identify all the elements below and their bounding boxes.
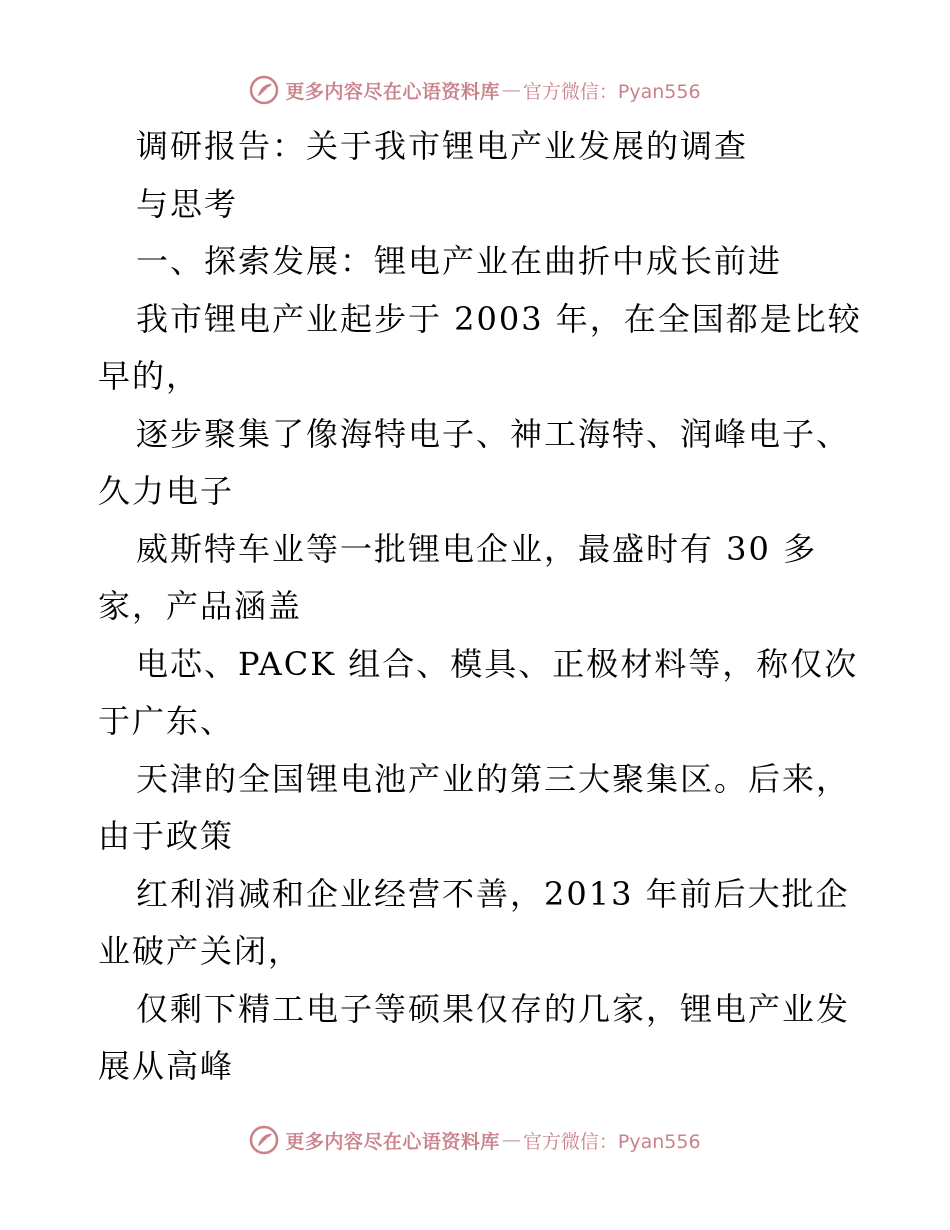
watermark-header <box>0 70 950 110</box>
watermark-text: 更多内容尽在心语资料库 <box>285 1130 500 1153</box>
watermark-text: 更多内容尽在心语资料库 <box>285 80 500 103</box>
paragraph-line: 由于政策 <box>98 817 235 855</box>
paragraph-line: 威斯特车业等一批锂电企业，最盛时有 30 多 <box>136 529 818 568</box>
paragraph-line: 红利消减和企业经营不善，2013 年前后大批企 <box>136 874 850 913</box>
watermark-account: 官方微信：Pyan556 <box>522 1130 701 1153</box>
paragraph-line: 天津的全国锂电池产业的第三大聚集区。后来， <box>136 759 851 798</box>
paragraph-line: 仅剩下精工电子等硕果仅存的几家，锂电产业发 <box>136 989 851 1028</box>
paragraph-line: 逐步聚集了像海特电子、神工海特、润峰电子、 <box>136 414 851 453</box>
paragraph-line: 久力电子 <box>98 472 235 510</box>
title-line-1: 调研报告：关于我市锂电产业发展的调查 <box>136 127 749 165</box>
watermark-footer <box>0 1120 950 1160</box>
rose-logo-icon <box>249 75 279 105</box>
paragraph-line: 我市锂电产业起步于 2003 年，在全国都是比较 <box>136 299 862 338</box>
document-body <box>98 118 878 1096</box>
section-heading: 一、探索发展：锂电产业在曲折中成长前进 <box>136 242 783 280</box>
paragraph-line: 业破产关闭， <box>98 932 303 970</box>
watermark-separator: — <box>501 79 521 101</box>
paragraph-line: 家，产品涵盖 <box>98 587 303 625</box>
paragraph-line: 早的， <box>98 357 201 395</box>
watermark-separator: — <box>501 1129 521 1151</box>
paragraph-line: 展从高峰 <box>98 1047 235 1085</box>
title-line-2: 与思考 <box>136 184 239 223</box>
watermark-account: 官方微信：Pyan556 <box>522 80 701 103</box>
rose-logo-icon <box>249 1125 279 1155</box>
paragraph-line: 电芯、PACK 组合、模具、正极材料等，称仅次 <box>136 644 859 683</box>
paragraph-line: 于广东、 <box>98 702 235 740</box>
